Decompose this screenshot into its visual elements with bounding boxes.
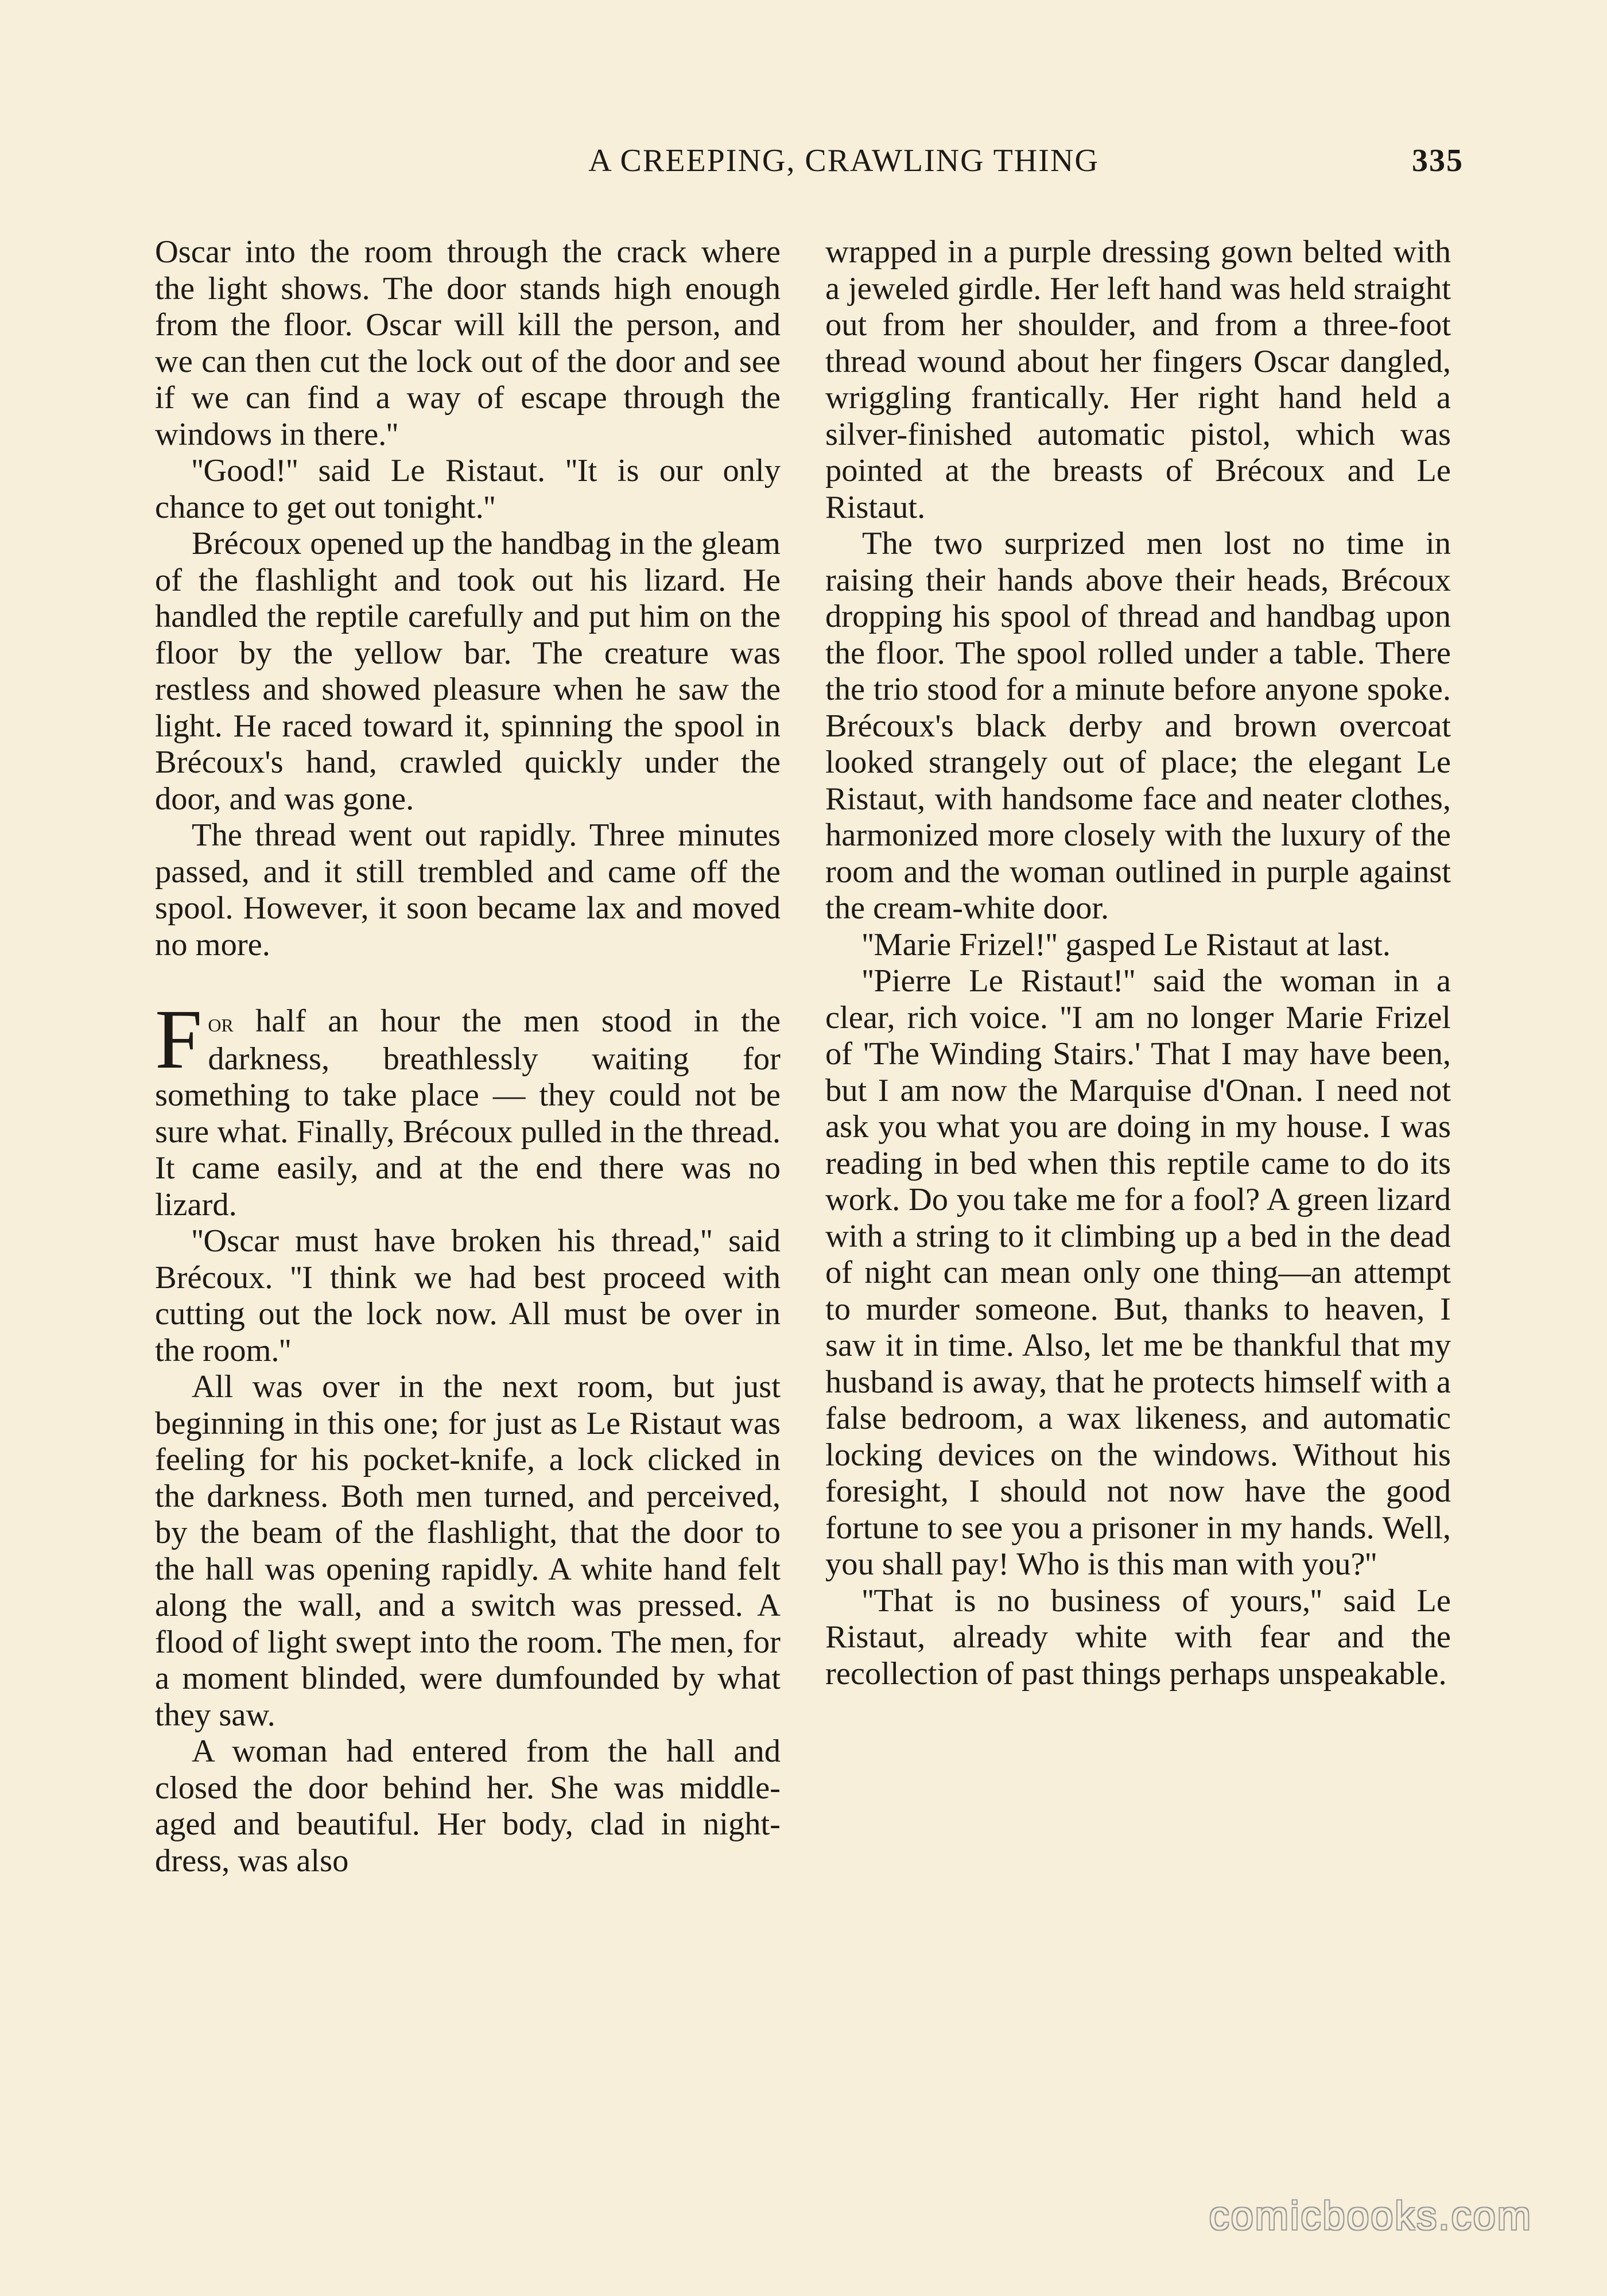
paragraph: The two surprized men lost no time in raising their hands above their heads, Brécoux dropping his spool of thread and handbag upon the floor. The spool rolled under a table. There the trio stood for a minute before anyone spoke. Brécoux's black derby and brown overcoat looked strangely out of place; the elegant Le Ristaut, with handsome face and neater clothes, harmonized more closely with the luxury of the room and the woman outlined in purple against the cream-white door. bbox=[825, 526, 1451, 926]
right-column bbox=[825, 234, 1451, 1692]
paragraph-text: half an hour the men stood in the darkness, breathlessly waiting for something to take place — they could not be sure what. Finally, Brécoux pulled in the thread. It came easily, and at the end there was no lizard. bbox=[155, 1003, 781, 1223]
drop-cap: F bbox=[155, 992, 203, 1087]
paragraph: ''That is no business of yours,'' said Le Ristaut, already white with fear and the recollection of past things perhaps unspeakable. bbox=[825, 1583, 1451, 1692]
paragraph: ''Pierre Le Ristaut!'' said the woman in a clear, rich voice. ''I am no longer Marie Frizel of 'The Winding Stairs.' That I may have been, but I am now the Marquise d'Onan. I need not ask you what you are doing in my house. I was reading in bed when this reptile came to do its work. Do you take me for a fool? A green lizard with a string to it climbing up a bed in the dead of night can mean only one thing—an attempt to murder someone. But, thanks to heaven, I saw it in time. Also, let me be thankful that my husband is away, that he protects himself with a false bedroom, a wax likeness, and automatic locking devices on the windows. Without his foresight, I should not now have the good fortune to see you a prisoner in my hands. Well, you shall pay! Who is this man with you?'' bbox=[825, 963, 1451, 1582]
paragraph: ''Good!'' said Le Ristaut. ''It is our only chance to get out tonight.'' bbox=[155, 453, 781, 525]
paragraph: A woman had entered from the hall and closed the door behind her. She was middle-aged and beautiful. Her body, clad in night-dress, was also bbox=[155, 1733, 781, 1879]
paragraph: wrapped in a purple dressing gown belted with a jeweled girdle. Her left hand was held straight out from her shoulder, and from a three-foot thread wound about her fingers Oscar dangled, wriggling frantically. Her right hand held a silver-finished automatic pistol, which was pointed at the breasts of Brécoux and Le Ristaut. bbox=[825, 234, 1451, 525]
watermark: comicbooks.com bbox=[1209, 2193, 1532, 2238]
paragraph: ''Marie Frizel!'' gasped Le Ristaut at last. bbox=[862, 926, 1391, 963]
section-opening-paragraph bbox=[155, 992, 781, 1223]
left-column bbox=[155, 234, 781, 1879]
running-title: A CREEPING, CRAWLING THING bbox=[588, 143, 1099, 179]
small-caps-lead: or bbox=[208, 1008, 234, 1037]
paragraph: Oscar into the room through the crack where the light shows. The door stands high enough from the floor. Oscar will kill the person, and we can then cut the lock out of the door and see if we can find a way of escape through the windows in there.'' bbox=[155, 234, 781, 452]
running-header bbox=[161, 142, 1464, 188]
paragraph: All was over in the next room, but just beginning in this one; for just as Le Ristaut was feeling for his pocket-knife, a lock clicked in the darkness. Both men turned, and perceived, by the beam of the flashlight, that the door to the hall was opening rapidly. A white hand felt along the wall, and a switch was pressed. A flood of light swept into the room. The men, for a moment blinded, were dumfounded by what they saw. bbox=[155, 1369, 781, 1733]
paragraph: The thread went out rapidly. Three minutes passed, and it still trembled and came off the spool. However, it soon became lax and moved no more. bbox=[155, 817, 781, 963]
paragraph: ''Oscar must have broken his thread,'' said Brécoux. ''I think we had best proceed with cutting out the lock now. All must be over in the room.'' bbox=[155, 1223, 781, 1368]
paragraph: Brécoux opened up the handbag in the gleam of the flashlight and took out his lizard. He handled the reptile carefully and put him on the floor by the yellow bar. The creature was restless and showed pleasure when he saw the light. He raced toward it, spinning the spool in Brécoux's hand, crawled quickly under the door, and was gone. bbox=[155, 526, 781, 817]
page-number: 335 bbox=[1412, 143, 1464, 179]
